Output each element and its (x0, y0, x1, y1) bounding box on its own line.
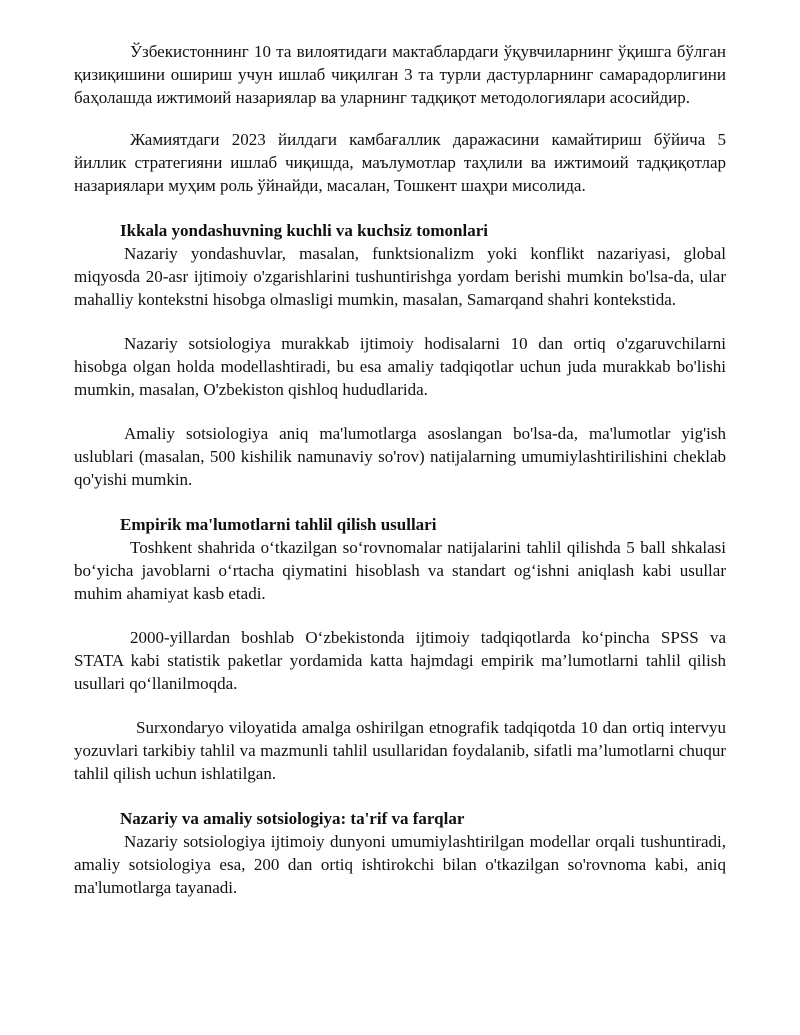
intro-paragraph-1: Ўзбекистоннинг 10 та вилоятидаги мактаблардаги ўқувчиларнинг ўқишга бўлган қизиқишини ошириш учун ишлаб чиқилган 3 та турли дастурларнинг самарадорлигини баҳолашда ижтимоий назариялар ва уларнинг тадқиқот методологиялари асосийдир. (74, 42, 726, 107)
section1-paragraph-1: Nazariy yondashuvlar, masalan, funktsionalizm yoki konflikt nazariyasi, global miqyosda 20-asr ijtimoiy o'zgarishlarini tushuntirishga yordam berishi mumkin bo'lsa-da, ular mahalliy kontekstni hisobga olmasligi mumkin, masalan, Samarqand shahri kontekstida. (74, 244, 726, 309)
section-heading-empirical-methods: Empirik ma'lumotlarni tahlil qilish usullari (120, 515, 437, 534)
section-heading-definitions: Nazariy va amaliy sotsiologiya: ta'rif va farqlar (120, 809, 465, 828)
section2-paragraph-3: Surxondaryo viloyatida amalga oshirilgan etnografik tadqiqotda 10 dan ortiq intervyu yozuvlari tarkibiy tahlil va mazmunli tahlil usullaridan foydalanib, sifatli ma’lumotlarni chuqur tahlil qilish uchun ishlatilgan. (74, 718, 726, 783)
section3-paragraph-1: Nazariy sotsiologiya ijtimoiy dunyoni umumiylashtirilgan modellar orqali tushuntiradi, amaliy sotsiologiya esa, 200 dan ortiq ishtirokchi bilan o'tkazilgan so'rovnoma kabi, aniq ma'lumotlarga tayanadi. (74, 832, 726, 897)
section1-paragraph-2: Nazariy sotsiologiya murakkab ijtimoiy hodisalarni 10 dan ortiq o'zgaruvchilarni hisobga olgan holda modellashtiradi, bu esa amaliy tadqiqotlar uchun juda murakkab bo'lishi mumkin, masalan, O'zbekiston qishloq hududlarida. (74, 334, 726, 399)
document-page (74, 40, 726, 899)
section-heading-strengths-weaknesses: Ikkala yondashuvning kuchli va kuchsiz tomonlari (120, 221, 488, 240)
section1-paragraph-3: Amaliy sotsiologiya aniq ma'lumotlarga asoslangan bo'lsa-da, ma'lumotlar yig'ish uslublari (masalan, 500 kishilik namunaviy so'rov) natijalarning umumiylashtirilishini cheklab qo'yishi mumkin. (74, 424, 726, 489)
intro-paragraph-2: Жамиятдаги 2023 йилдаги камбағаллик даражасини камайтириш бўйича 5 йиллик стратегияни ишлаб чиқишда, маълумотлар таҳлили ва ижтимоий тадқиқотлар назариялари муҳим роль ўйнайди, масалан, Тошкент шаҳри мисолида. (74, 130, 726, 195)
section2-paragraph-2: 2000-yillardan boshlab O‘zbekistonda ijtimoiy tadqiqotlarda ko‘pincha SPSS va STATA kabi statistik paketlar yordamida katta hajmdagi empirik ma’lumotlarni tahlil qilish usullari qo‘llanilmoqda. (74, 628, 726, 693)
section2-paragraph-1: Toshkent shahrida o‘tkazilgan so‘rovnomalar natijalarini tahlil qilishda 5 ball shkalasi bo‘yicha javoblarni o‘rtacha qiymatini hisoblash va standart og‘ishni aniqlash kabi usullar muhim ahamiyat kasb etadi. (74, 538, 726, 603)
